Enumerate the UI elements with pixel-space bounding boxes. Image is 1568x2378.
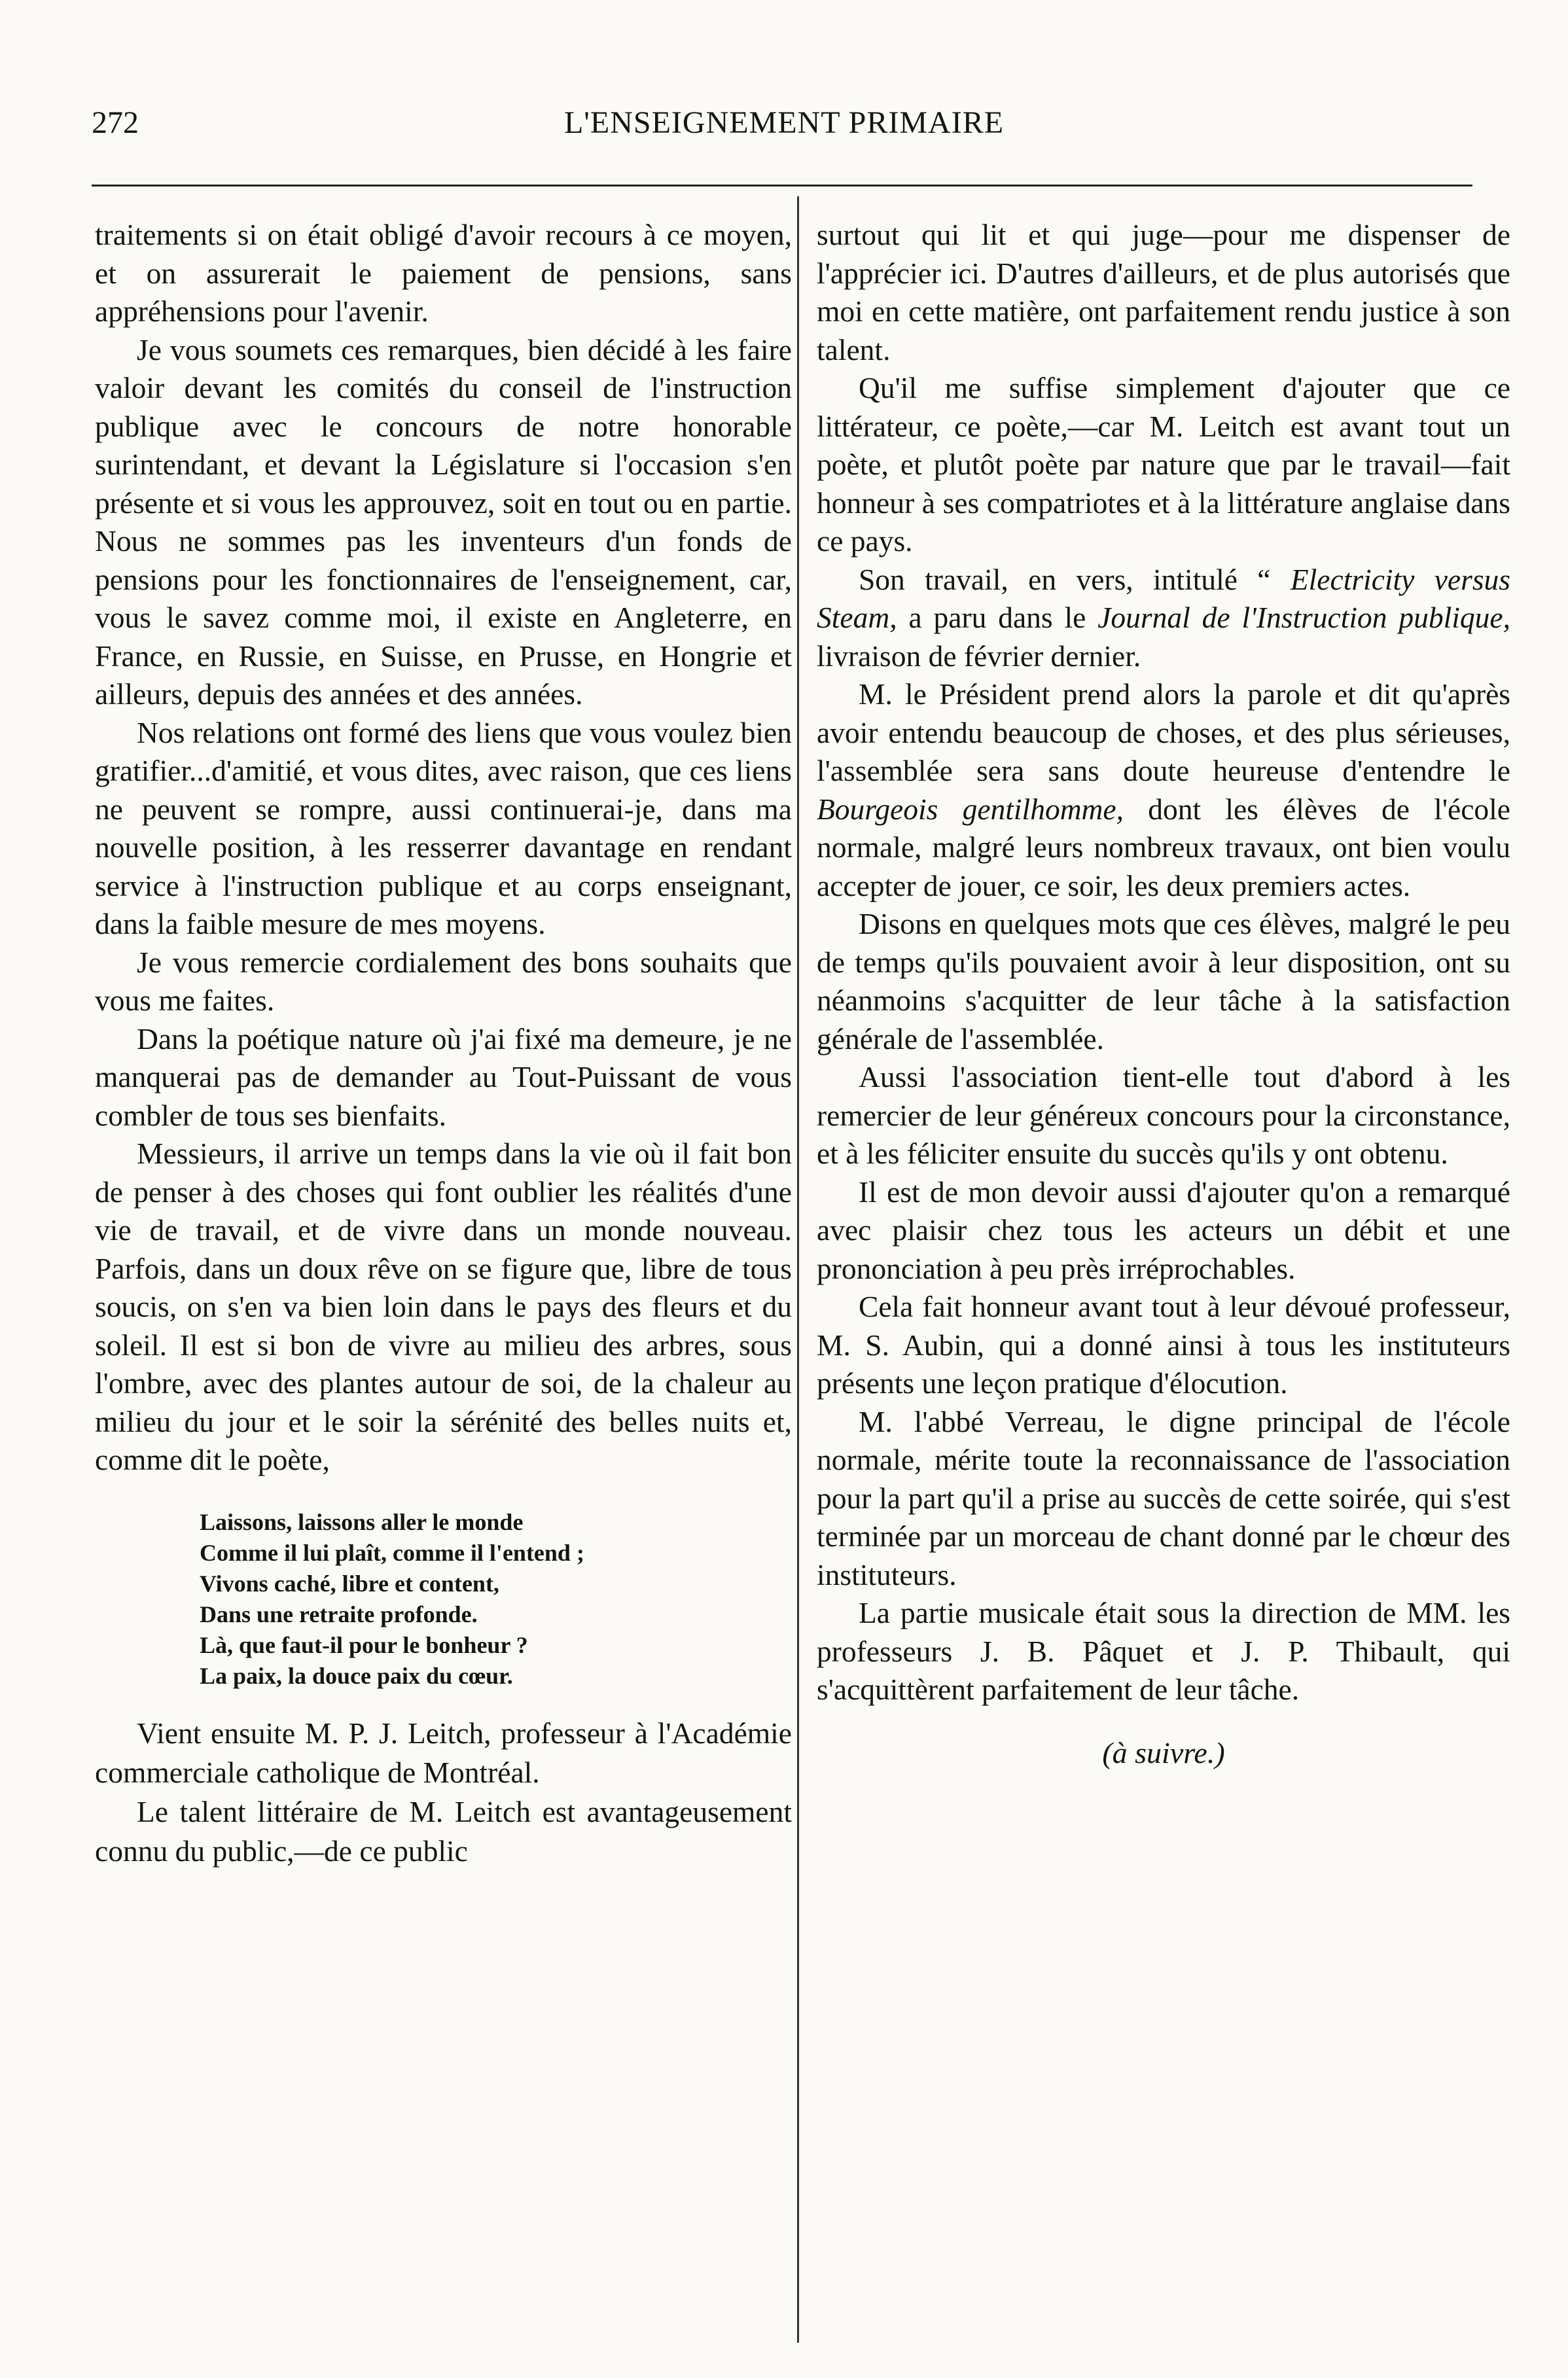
work-title: Electricity versus Steam, — [817, 562, 1510, 634]
paragraph: Vient ensuite M. P. J. Leitch, professeur à l'Académie commerciale catholique de Montréal. — [95, 1716, 792, 1789]
paragraph: traitements si on était obligé d'avoir recours à ce moyen, et on assurerait le paiement de pensions, sans appréhensions pour l'avenir. — [95, 218, 792, 328]
text-run: a paru dans le — [897, 601, 1098, 634]
text-run: dont les élèves de l'école normale, malgré leurs nombreux travaux, ont bien voulu accepter de jouer, ce soir, les deux premiers actes. — [817, 792, 1510, 902]
header-rule — [92, 185, 1472, 186]
poem-line: Là, que faut-il pour le bonheur ? — [200, 1631, 528, 1658]
paragraph: Dans la poétique nature où j'ai fixé ma demeure, je ne manquerai pas de demander au Tout-Puissant de vous combler de tous ses bienfaits. — [95, 1021, 792, 1132]
paragraph: Qu'il me suffise simplement d'ajouter que ce littérateur, ce poète,—car M. Leitch est avant tout un poète, et plutôt poète par nature que par le travail—fait honneur à ses compatriotes et à la littérature anglaise dans ce pays. — [817, 371, 1510, 558]
left-column — [95, 216, 792, 1871]
text-run: livraison de février dernier. — [817, 639, 1141, 673]
page-number: 272 — [92, 105, 139, 140]
text-run: M. le Président prend alors la parole et dit qu'après avoir entendu beaucoup de choses, et des plus sérieuses, l'assemblée sera sans doute heureuse d'entendre le — [817, 677, 1510, 787]
poem-line: La paix, la douce paix du cœur. — [200, 1662, 513, 1689]
poem-line: Vivons caché, libre et content, — [200, 1570, 499, 1597]
paragraph — [817, 561, 1510, 676]
right-column — [817, 216, 1510, 1772]
poem-quote — [200, 1507, 792, 1692]
paragraph: Aussi l'association tient-elle tout d'abord à les remercier de leur généreux concours pour la circonstance, et à les féliciter ensuite du succès qu'ils y ont obtenu. — [817, 1060, 1510, 1170]
paragraph: surtout qui lit et qui juge—pour me dispenser de l'apprécier ici. D'autres d'ailleurs, et de plus autorisés que moi en cette matière, ont parfaitement rendu justice à son talent. — [817, 218, 1510, 366]
poem-line: Laissons, laissons aller le monde — [200, 1508, 524, 1535]
play-title: Bourgeois gentilhomme, — [817, 792, 1124, 826]
poem-line: Dans une retraite profonde. — [200, 1601, 478, 1627]
journal-title: Journal de l'Instruction publique, — [1097, 601, 1511, 634]
column-divider — [797, 196, 799, 2343]
paragraph: Messieurs, il arrive un temps dans la vie où il fait bon de penser à des choses qui font oublier les réalités d'une vie de travail, et de vivre dans un monde nouveau. Parfois, dans un doux rêve on se figure que, libre de tous soucis, on s'en va bien loin dans le pays des fleurs et du soleil. Il est si bon de vivre au milieu des arbres, sous l'ombre, avec des plantes autour de soi, de la chaleur au milieu du jour et le soir la sérénité des belles nuits et, comme dit le poète, — [95, 1137, 792, 1476]
paragraph: Le talent littéraire de M. Leitch est avantageusement connu du public,—de ce public — [95, 1794, 792, 1868]
paragraph: Nos relations ont formé des liens que vous voulez bien gratifier...d'amitié, et vous dites, avec raison, que ces liens ne peuvent se rompre, aussi continuerai-je, dans ma nouvelle position, à les resserrer davantage en rendant service à l'instruction publique et au corps enseignant, dans la faible mesure de mes moyens. — [95, 715, 792, 940]
paragraph: La partie musicale était sous la direction de MM. les professeurs J. B. Pâquet et J. P. Thibault, qui s'acquittèrent parfaitement de leur tâche. — [817, 1596, 1510, 1706]
paragraph: Je vous remercie cordialement des bons souhaits que vous me faites. — [95, 945, 792, 1017]
paragraph: Je vous soumets ces remarques, bien décidé à les faire valoir devant les comités du conseil de l'instruction publique avec le concours de notre honorable surintendant, et devant la Législature si l'occasion s'en présente et si vous les approuvez, soit en tout ou en partie. Nous ne sommes pas les inventeurs d'un fonds de pensions pour les fonctionnaires de l'enseignement, car, vous le savez comme moi, il existe en Angleterre, en France, en Russie, en Suisse, en Prusse, en Hongrie et ailleurs, depuis des années et des années. — [95, 332, 792, 711]
paragraph: Il est de mon devoir aussi d'ajouter qu'on a remarqué avec plaisir chez tous les acteurs un débit et une prononciation à peu près irréprochables. — [817, 1175, 1510, 1285]
poem-line: Comme il lui plaît, comme il l'entend ; — [200, 1539, 584, 1566]
paragraph: Cela fait honneur avant tout à leur dévoué professeur, M. S. Aubin, qui a donné ainsi à tous les instituteurs présents une leçon pratique d'élocution. — [817, 1290, 1510, 1400]
continued-note: (à suivre.) — [1102, 1735, 1225, 1769]
running-head: L'ENSEIGNEMENT PRIMAIRE — [563, 105, 1005, 140]
paragraph — [817, 675, 1510, 905]
paragraph: Disons en quelques mots que ces élèves, malgré le peu de temps qu'ils pouvaient avoir à leur disposition, ont su néanmoins s'acquitter de leur tâche à la satisfaction générale de l'assemblée. — [817, 907, 1510, 1056]
paragraph: M. l'abbé Verreau, le digne principal de l'école normale, mérite toute la reconnaissance de l'association pour la part qu'il a prise au succès de cette soirée, qui s'est terminée par un morceau de chant donné par le chœur des instituteurs. — [817, 1404, 1510, 1591]
text-run: Son travail, en vers, intitulé “ — [859, 562, 1291, 596]
